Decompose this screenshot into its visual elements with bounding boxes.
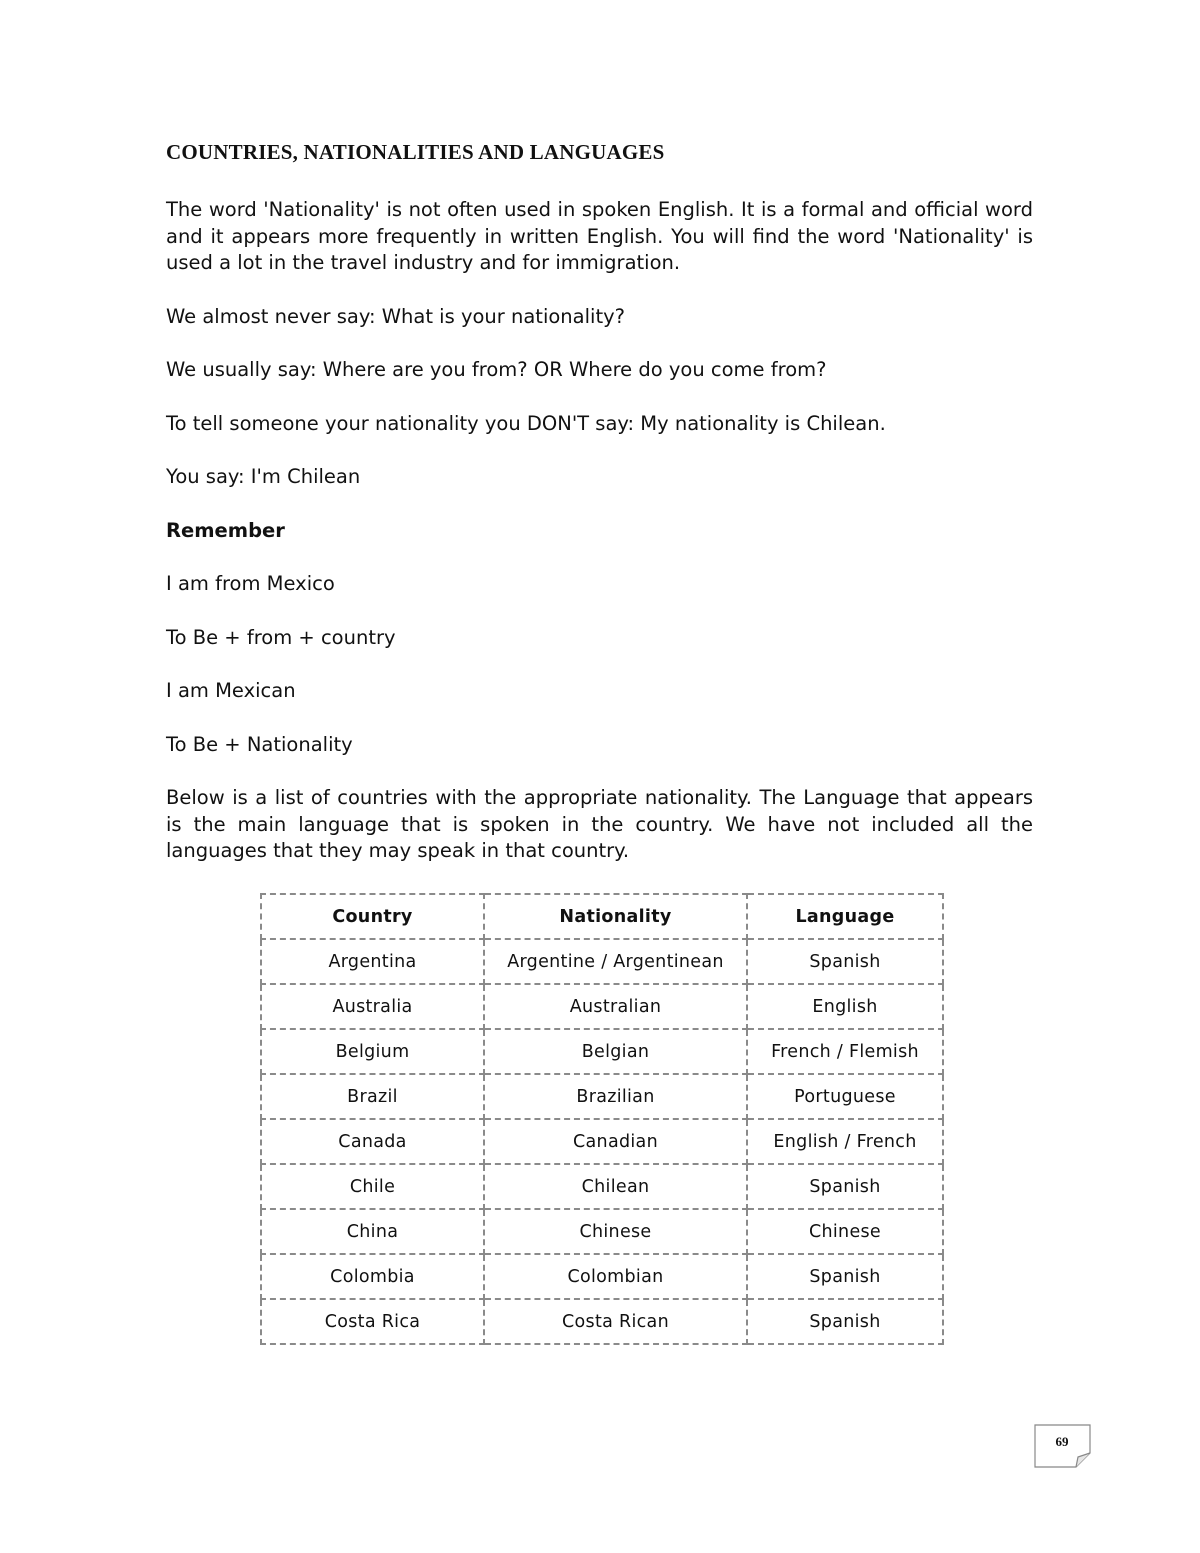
dont-say-paragraph: To tell someone your nationality you DON'T say: My nationality is Chilean. — [166, 411, 886, 435]
language-cell: Spanish — [747, 939, 943, 984]
country-cell: Argentina — [261, 939, 484, 984]
language-cell: English — [747, 984, 943, 1029]
page-number: 69 — [1055, 1434, 1069, 1449]
nationality-cell: Colombian — [484, 1254, 747, 1299]
nationality-cell: Brazilian — [484, 1074, 747, 1119]
nationality-cell: Chilean — [484, 1164, 747, 1209]
table-row — [261, 1299, 943, 1344]
page-number-box — [1034, 1424, 1090, 1466]
nationality-cell: Argentine / Argentinean — [484, 939, 747, 984]
nationality-cell: Australian — [484, 984, 747, 1029]
country-cell: Brazil — [261, 1074, 484, 1119]
table-row — [261, 1254, 943, 1299]
language-cell: Spanish — [747, 1164, 943, 1209]
remember-rule-2: To Be + Nationality — [166, 732, 353, 756]
table-row — [261, 1164, 943, 1209]
below-list-paragraph: Below is a list of countries with the appropriate nationality. The Language that appears is the main language that is spoken in the country. We have not included all the languages that they may speak in that country. — [166, 786, 1033, 862]
remember-example-2: I am Mexican — [166, 679, 296, 702]
table-row — [261, 1074, 943, 1119]
table-row — [261, 939, 943, 984]
page-content — [166, 140, 1033, 889]
language-cell: Spanish — [747, 1299, 943, 1344]
remember-heading: Remember — [166, 518, 285, 542]
page-title: COUNTRIES, NATIONALITIES AND LANGUAGES — [166, 140, 665, 164]
language-cell: Portuguese — [747, 1074, 943, 1119]
country-cell: China — [261, 1209, 484, 1254]
table-row — [261, 984, 943, 1029]
header-nationality: Nationality — [484, 894, 747, 939]
nationality-cell: Belgian — [484, 1029, 747, 1074]
nationality-cell: Canadian — [484, 1119, 747, 1164]
language-cell: French / Flemish — [747, 1029, 943, 1074]
table-row — [261, 1119, 943, 1164]
remember-rule-1: To Be + from + country — [166, 625, 396, 649]
nationality-cell: Chinese — [484, 1209, 747, 1254]
usually-say-paragraph: We usually say: Where are you from? OR Where do you come from? — [166, 358, 827, 381]
country-cell: Colombia — [261, 1254, 484, 1299]
language-cell: Spanish — [747, 1254, 943, 1299]
country-cell: Belgium — [261, 1029, 484, 1074]
country-cell: Australia — [261, 984, 484, 1029]
table-row — [261, 1029, 943, 1074]
header-language: Language — [747, 894, 943, 939]
nationality-table — [260, 893, 944, 1345]
nationality-table-wrapper — [260, 893, 944, 1345]
country-cell: Costa Rica — [261, 1299, 484, 1344]
nationality-cell: Costa Rican — [484, 1299, 747, 1344]
intro-paragraph: The word 'Nationality' is not often used in spoken English. It is a formal and official word and it appears more frequently in written English. You will find the word 'Nationality' is used a lot in the travel industry and for immigration. — [166, 198, 1033, 274]
never-say-paragraph: We almost never say: What is your nationality? — [166, 304, 625, 328]
table-row — [261, 1209, 943, 1254]
table-header-row — [261, 894, 943, 939]
language-cell: English / French — [747, 1119, 943, 1164]
country-cell: Canada — [261, 1119, 484, 1164]
country-cell: Chile — [261, 1164, 484, 1209]
you-say-paragraph: You say: I'm Chilean — [166, 465, 361, 488]
language-cell: Chinese — [747, 1209, 943, 1254]
header-country: Country — [261, 894, 484, 939]
remember-example-1: I am from Mexico — [166, 572, 335, 595]
